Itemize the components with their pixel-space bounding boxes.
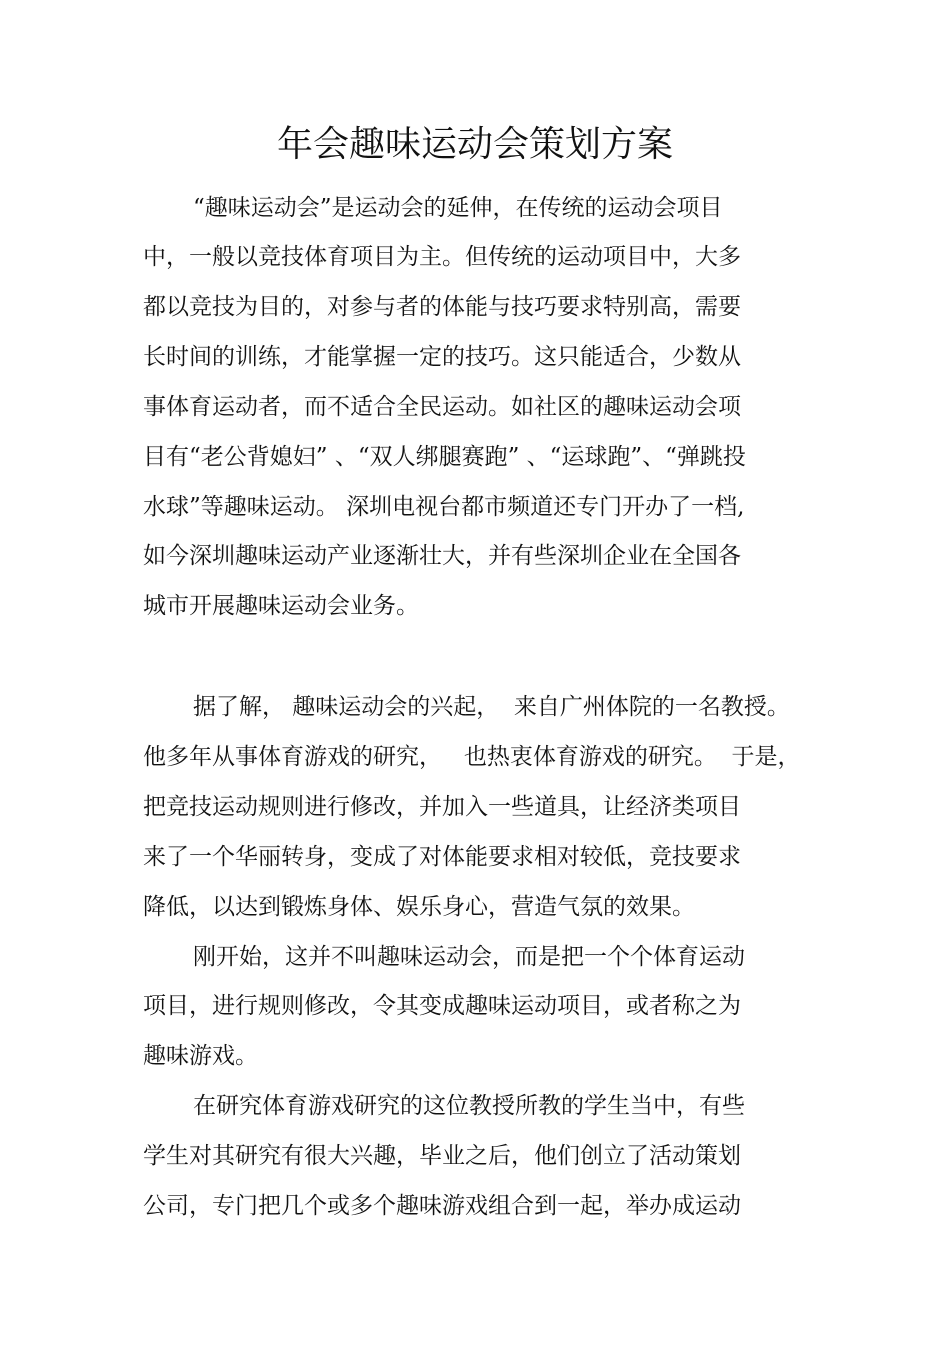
paragraph-line: 事体育运动者，而不适合全民运动。如社区的趣味运动会项: [143, 394, 741, 420]
paragraph-line: 水球”等趣味运动。 深圳电视台都市频道还专门开办了一档,: [143, 494, 745, 520]
paragraph-line: 降低，以达到锻炼身体、娱乐身心，营造气氛的效果。: [143, 894, 695, 920]
paragraph-line: 都以竞技为目的，对参与者的体能与技巧要求特别高，需要: [143, 294, 741, 320]
paragraph-line: 把竞技运动规则进行修改，并加入一些道具，让经济类项目: [143, 794, 741, 820]
paragraph-line: 公司，专门把几个或多个趣味游戏组合到一起，举办成运动: [143, 1193, 741, 1219]
paragraph-line: 刚开始，这并不叫趣味运动会，而是把一个个体育运动: [193, 944, 745, 970]
paragraph-line: 如今深圳趣味运动产业逐渐壮大，并有些深圳企业在全国各: [143, 543, 741, 569]
paragraph-line: 中，一般以竞技体育项目为主。但传统的运动项目中，大多: [143, 244, 741, 270]
paragraph-line: 在研究体育游戏研究的这位教授所教的学生当中，有些: [193, 1093, 745, 1119]
paragraph-line: 趣味游戏。: [143, 1043, 258, 1069]
paragraph-line: 据了解， 趣味运动会的兴起， 来自广州体院的一名教授。: [193, 694, 790, 720]
paragraph-line: “趣味运动会”是运动会的延伸，在传统的运动会项目: [193, 195, 723, 221]
paragraph-line: 长时间的训练，才能掌握一定的技巧。这只能适合，少数从: [143, 344, 741, 370]
paragraph-line: 城市开展趣味运动会业务。: [143, 593, 419, 619]
paragraph-line: 项目，进行规则修改，令其变成趣味运动项目，或者称之为: [143, 993, 741, 1019]
paragraph-line: 来了一个华丽转身，变成了对体能要求相对较低，竞技要求: [143, 844, 741, 870]
paragraph-line: 目有“老公背媳妇” 、“双人绑腿赛跑” 、“运球跑”、“弹跳投: [143, 444, 746, 470]
document-title: 年会趣味运动会策划方案: [276, 124, 673, 165]
paragraph-line: 学生对其研究有很大兴趣，毕业之后，他们创立了活动策划: [143, 1143, 741, 1169]
paragraph-line: 他多年从事体育游戏的研究， 也热衷体育游戏的研究。 于是，: [143, 744, 801, 770]
